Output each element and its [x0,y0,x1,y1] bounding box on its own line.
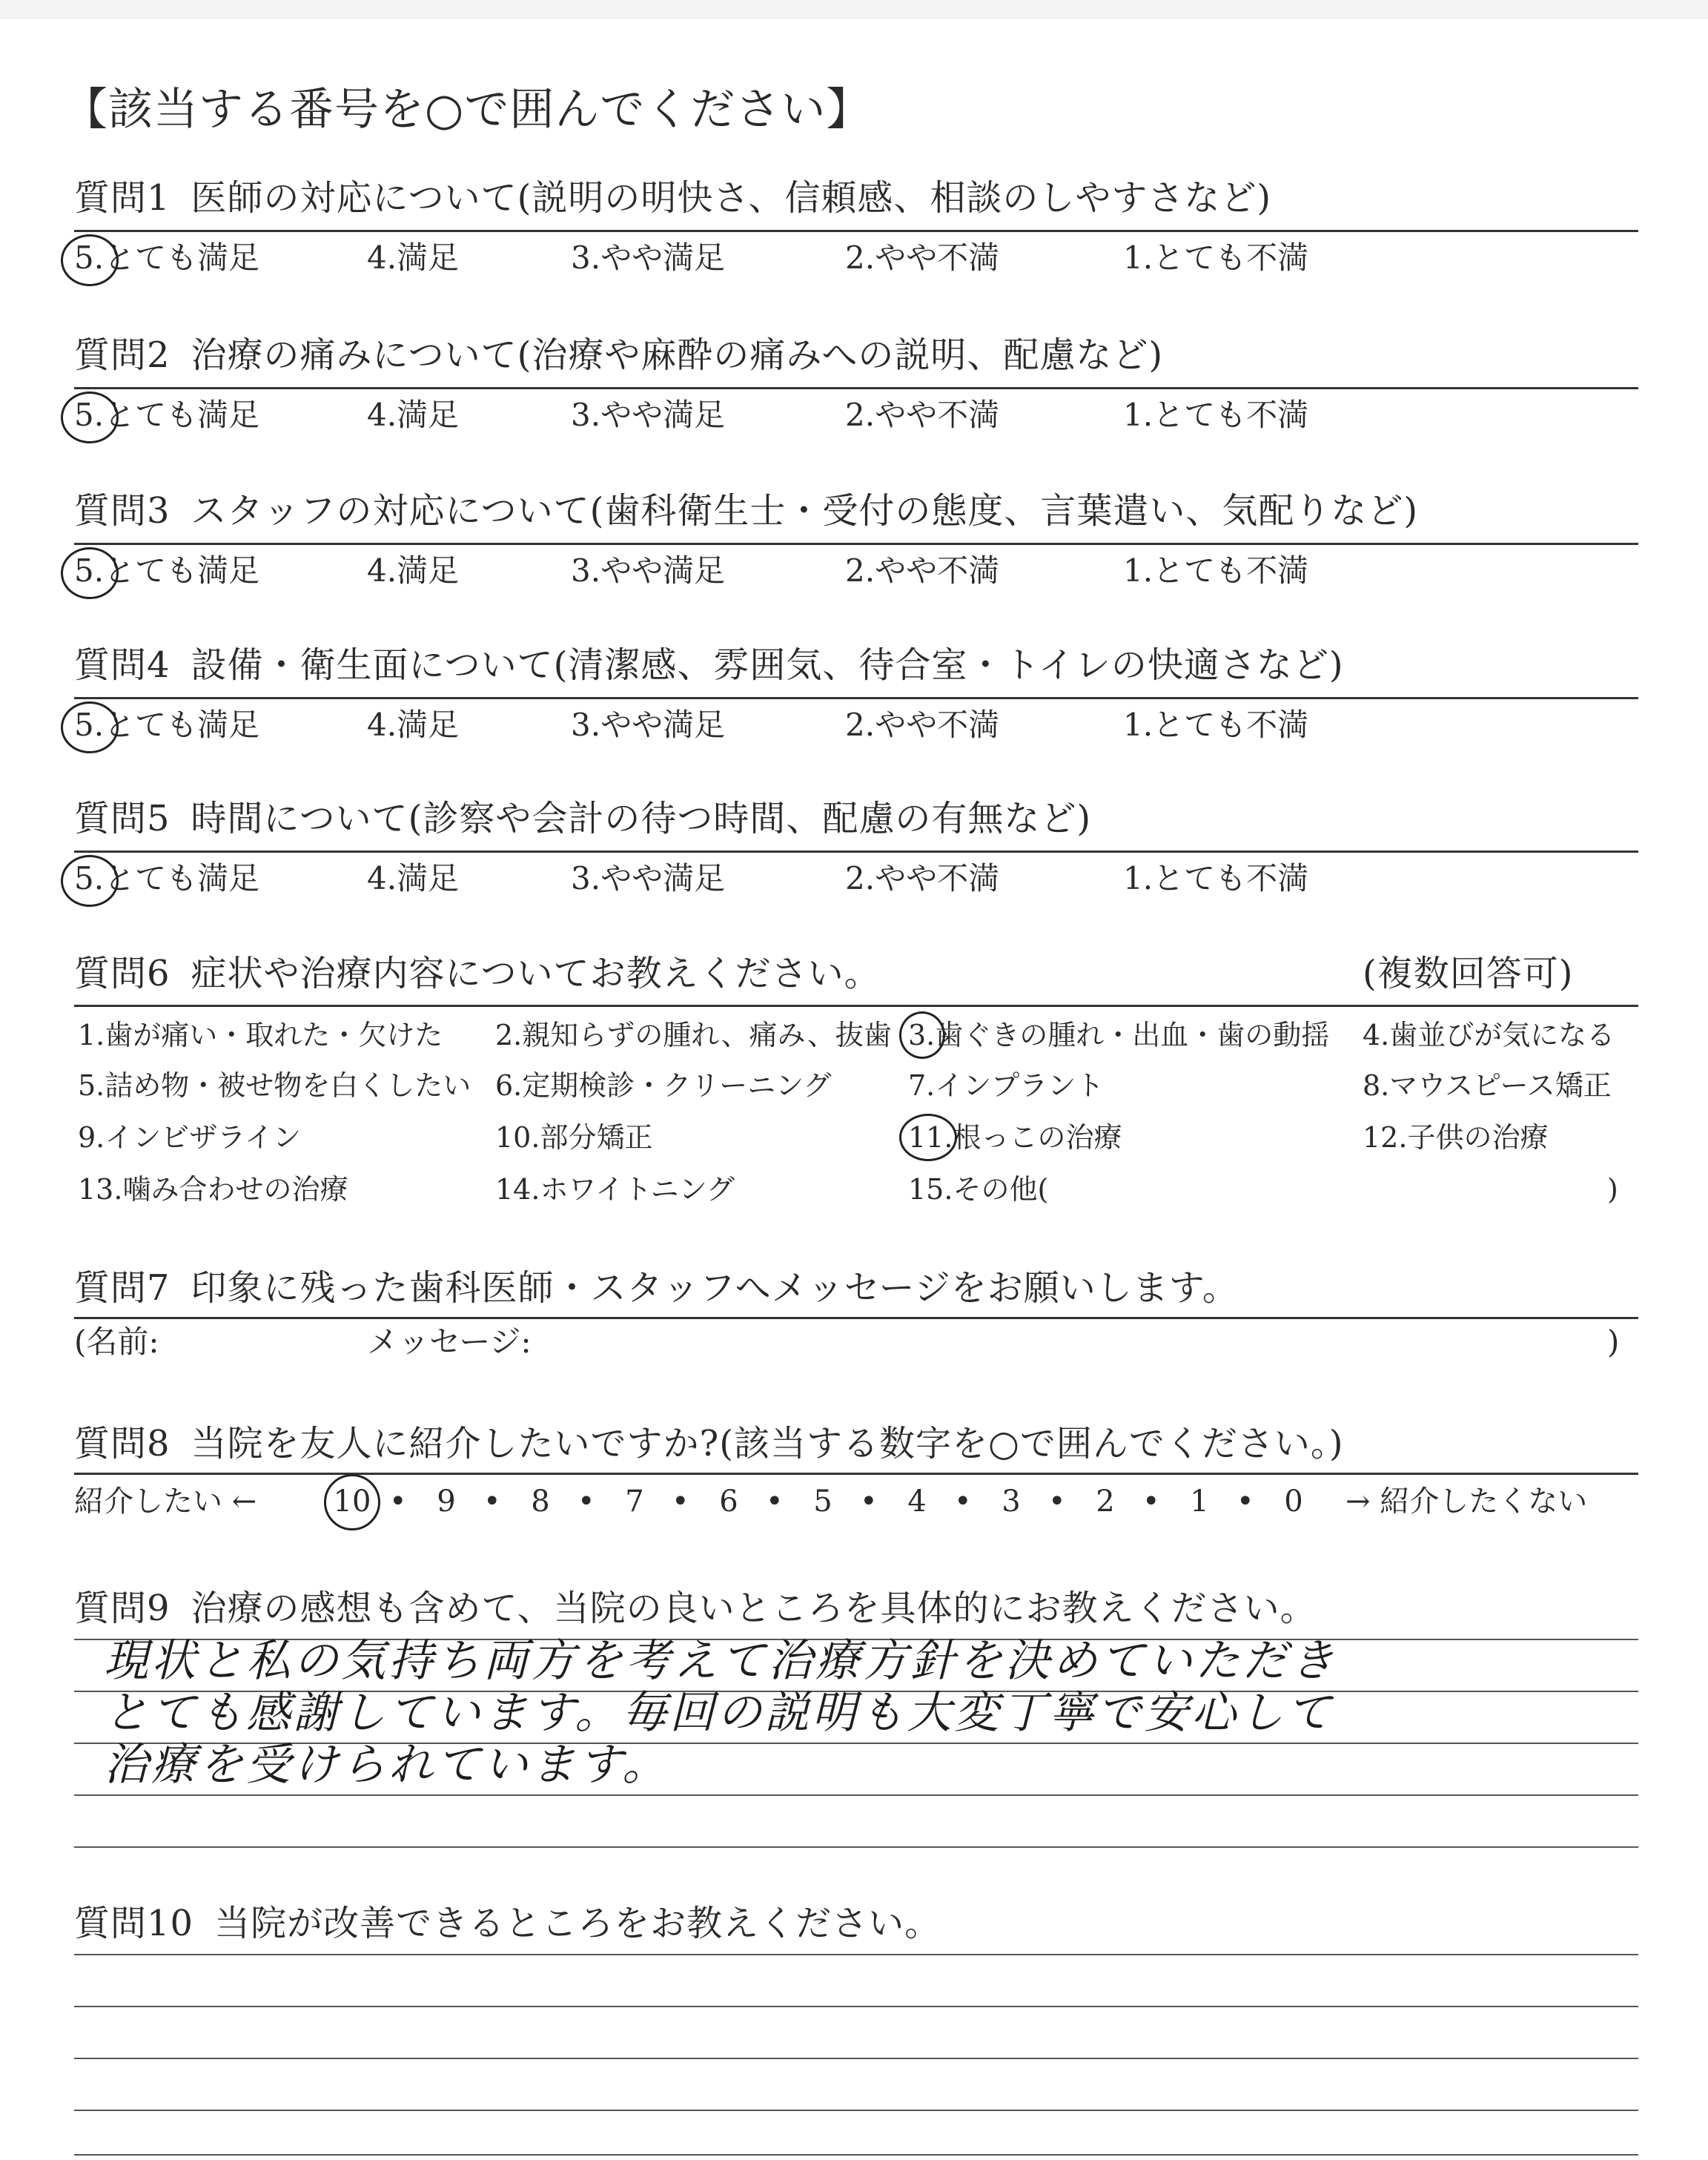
q1-option[interactable] [845,239,999,277]
q3-rule [74,543,1638,545]
option-label: インプラント [935,1069,1105,1102]
q9-text: 治療の感想も含めて、当院の良いところを具体的にお教えください。 [191,1588,1317,1629]
q8-text: 当院を友人に紹介したいですか?(該当する数字を○で囲んでください。) [191,1423,1344,1464]
q6-option[interactable] [1363,1120,1548,1155]
q3-option[interactable] [571,552,725,590]
q8-scale-value[interactable]: 10 [333,1484,371,1519]
q8-scale-value[interactable]: 1 [1190,1484,1209,1519]
selection-circle [899,1011,945,1059]
option-number: 2. [845,552,875,589]
option-number: 1. [1123,860,1153,896]
q7-text: 印象に残った歯科医師・スタッフへメッセージをお願いします。 [191,1267,1239,1309]
option-label: 根っこの治療 [953,1121,1122,1154]
q3-option[interactable] [367,552,459,590]
option-number: 3. [908,1019,936,1051]
q8-scale-separator: • [766,1484,784,1519]
option-number: 2. [845,397,875,433]
q2-option[interactable] [845,396,999,435]
q10-text: 当院が改善できるところをお教えください。 [214,1903,941,1944]
q1-option[interactable] [571,239,725,277]
option-label: 満足 [397,860,460,896]
option-number: 12. [1363,1121,1408,1154]
q6-option[interactable] [495,1017,892,1053]
q3-option[interactable] [1123,552,1308,590]
q6-option[interactable] [78,1172,348,1207]
q6-option[interactable] [78,1068,471,1103]
option-label: 噛み合わせの治療 [122,1173,348,1206]
q5-option[interactable] [1123,859,1308,898]
option-label: やや不満 [875,552,1000,589]
option-number: 14. [495,1173,540,1206]
q2-title [74,334,1163,377]
option-label: 満足 [397,707,460,743]
option-label: やや不満 [875,860,1000,896]
q6-option[interactable] [1363,1017,1615,1053]
q2-number: 質問2 [74,334,171,376]
selection-circle [324,1474,380,1530]
option-number: 9. [78,1121,105,1154]
option-number: 5. [74,860,105,896]
q9-handwritten-line: 治療を受けられています。 [104,1739,670,1791]
q4-option[interactable] [571,706,725,744]
q1-option[interactable] [1123,239,1308,277]
option-number: 1. [1123,397,1153,433]
option-number: 5. [74,240,105,276]
q9-handwritten-line: 現状と私の気持ち両方を考えて治療方針を決めていただき [104,1635,1337,1687]
q6-option[interactable] [78,1017,443,1053]
q3-text: スタッフの対応について(歯科衛生士・受付の態度、言葉遣い、気配りなど) [191,490,1419,532]
form-header: 【該当する番号を○で囲んでください】 [63,84,872,136]
option-number: 4. [367,397,397,433]
q8-scale-value[interactable]: 9 [437,1484,456,1519]
q2-rule [74,387,1638,389]
q8-left-label: 紹介したい ← [74,1484,257,1519]
q8-scale-separator: • [1142,1484,1160,1519]
option-label: 歯並びが気になる [1389,1019,1615,1051]
option-label: とても満足 [104,860,260,896]
option-label: インビザライン [105,1121,302,1154]
option-label: やや満足 [600,240,726,276]
q5-option[interactable] [845,859,999,898]
q4-option[interactable] [1123,706,1308,744]
option-label: とても不満 [1153,860,1309,896]
q8-rule [74,1473,1638,1475]
option-label: 部分矯正 [540,1121,653,1154]
option-label: 定期検診・クリーニング [522,1069,832,1102]
q8-scale-separator: • [954,1484,972,1519]
q8-scale-separator: • [1237,1484,1254,1519]
option-label: その他( [953,1173,1049,1206]
option-label: とても不満 [1153,707,1309,743]
q7-name-field[interactable]: (名前: [74,1324,159,1360]
option-number: 2. [845,860,875,896]
q4-title [74,644,1344,687]
selection-circle [899,1114,957,1161]
option-number: 5. [74,552,105,589]
q6-note: (複数回答可) [1363,953,1574,994]
option-number: 8. [1363,1069,1390,1102]
option-label: やや満足 [600,860,726,896]
q10-line [74,1954,1638,1955]
option-number: 3. [571,552,601,589]
q8-scale-value[interactable]: 8 [531,1484,550,1519]
option-number: 1. [1123,240,1153,276]
q8-scale-separator: • [577,1484,595,1519]
option-label: やや満足 [600,397,726,433]
option-number: 15. [908,1173,953,1206]
option-label: とても不満 [1153,240,1309,276]
q10-number: 質問10 [74,1903,194,1944]
q4-text: 設備・衛生面について(清潔感、雰囲気、待合室・トイレの快適さなど) [191,644,1344,686]
option-number: 2. [495,1019,523,1051]
scan-top-edge [0,0,1708,19]
option-number: 2. [845,240,875,276]
q5-text: 時間について(診察や会計の待つ時間、配慮の有無など) [191,798,1092,839]
option-number: 5. [78,1069,105,1102]
q2-option[interactable] [1123,396,1308,435]
selection-circle [61,547,119,599]
q5-option[interactable] [367,859,459,898]
option-number: 3. [571,240,601,276]
option-label: 満足 [397,240,460,276]
q10-title [74,1902,941,1945]
q8-scale-value[interactable]: 6 [719,1484,738,1519]
q8-scale-value[interactable]: 3 [1002,1484,1021,1519]
q8-scale-separator: • [1048,1484,1066,1519]
q1-text: 医師の対応について(説明の明快さ、信頼感、相談のしやすさなど) [191,177,1272,219]
q6-option[interactable] [908,1172,1048,1207]
option-label: とても満足 [104,552,260,589]
q5-rule [74,851,1638,853]
q9-handwritten-line: とても感謝しています。毎回の説明も大変丁寧で安心して [104,1687,1334,1739]
q3-option[interactable] [845,552,999,590]
option-label: 満足 [397,552,460,589]
q4-number: 質問4 [74,644,171,686]
option-label: やや不満 [875,240,1000,276]
q1-option[interactable] [367,239,459,277]
option-label: とても満足 [104,397,260,433]
q5-option[interactable] [571,859,725,898]
q10-line [74,2006,1638,2007]
selection-circle [61,234,119,286]
q8-title [74,1422,1344,1465]
q10-line [74,2110,1638,2111]
q8-scale-value[interactable]: 7 [625,1484,644,1519]
option-number: 1. [1123,707,1153,743]
q8-right-label: → 紹介したくない [1345,1484,1588,1519]
option-number: 4. [367,552,397,589]
q5-title [74,797,1091,840]
q6-text: 症状や治療内容についてお教えください。 [191,953,881,994]
option-number: 3. [571,860,601,896]
q8-scale-separator: • [483,1484,501,1519]
option-label: 歯が痛い・取れた・欠けた [105,1019,443,1051]
q10-line [74,2154,1638,2156]
q2-text: 治療の痛みについて(治療や麻酔の痛みへの説明、配慮など) [191,334,1164,376]
q10-line [74,2058,1638,2059]
option-number: 10. [495,1121,540,1154]
option-number: 5. [74,707,105,743]
option-label: とても不満 [1153,397,1309,433]
option-number: 1. [78,1019,105,1051]
option-label: とても満足 [104,240,260,276]
option-label: 親知らずの腫れ、痛み、抜歯 [522,1019,892,1051]
selection-circle [61,701,119,753]
q6-option[interactable] [908,1017,1329,1053]
option-label: 満足 [397,397,460,433]
option-number: 2. [845,707,875,743]
q1-title [74,176,1271,219]
q4-option[interactable] [845,706,999,744]
option-label: 詰め物・被せ物を白くしたい [105,1069,471,1102]
q7-close-paren: ) [1607,1324,1620,1360]
option-label: とても満足 [104,707,260,743]
q9-line [74,1794,1638,1796]
q6-option[interactable] [78,1120,301,1155]
option-label: ) [1607,1173,1618,1206]
q7-number: 質問7 [74,1267,171,1309]
q6-title [74,952,881,995]
option-number: 1. [1123,552,1153,589]
q1-number: 質問1 [74,177,171,219]
q3-number: 質問3 [74,490,171,532]
q7-title [74,1266,1239,1309]
q6-option[interactable] [495,1172,735,1207]
option-label: やや満足 [600,552,726,589]
q8-scale-value[interactable]: 4 [907,1484,927,1519]
option-number: 4. [367,707,397,743]
q6-option[interactable] [908,1068,1104,1103]
q9-line [74,1846,1638,1848]
q1-rule [74,230,1638,232]
option-label: 子供の治療 [1407,1121,1549,1154]
q8-scale-separator: • [389,1484,407,1519]
option-label: ホワイトニング [540,1173,735,1206]
q7-message-field[interactable]: メッセージ: [367,1324,532,1360]
option-label: 歯ぐきの腫れ・出血・歯の動揺 [935,1019,1330,1051]
option-label: とても不満 [1153,552,1309,589]
q6-option[interactable] [1607,1172,1618,1207]
option-number: 6. [495,1069,523,1102]
q4-option[interactable] [367,706,459,744]
q6-option[interactable] [495,1068,832,1103]
option-number: 4. [1363,1019,1390,1051]
q8-scale-value[interactable]: 0 [1284,1484,1303,1519]
q6-option[interactable] [495,1120,652,1155]
q9-number: 質問9 [74,1588,171,1629]
option-label: マウスピース矯正 [1389,1069,1612,1102]
q6-rule [74,1005,1638,1007]
q6-number: 質問6 [74,953,171,994]
option-number: 3. [571,397,601,433]
q2-option[interactable] [367,396,459,435]
q3-title [74,489,1418,532]
q7-rule [74,1317,1638,1319]
q5-number: 質問5 [74,798,171,839]
option-label: やや不満 [875,707,1000,743]
option-number: 13. [78,1173,123,1206]
q2-option[interactable] [571,396,725,435]
option-number: 11. [908,1121,953,1154]
q8-scale-separator: • [672,1484,689,1519]
selection-circle [61,392,119,443]
q8-scale-value[interactable]: 2 [1096,1484,1115,1519]
q4-rule [74,697,1638,699]
q8-number: 質問8 [74,1423,171,1464]
option-label: やや不満 [875,397,1000,433]
selection-circle [61,855,119,907]
option-label: やや満足 [600,707,726,743]
option-number: 3. [571,707,601,743]
q9-title [74,1587,1317,1630]
q8-scale-value[interactable]: 5 [813,1484,833,1519]
option-number: 5. [74,397,105,433]
option-number: 4. [367,240,397,276]
option-number: 7. [908,1069,936,1102]
q8-scale-separator: • [860,1484,878,1519]
option-number: 4. [367,860,397,896]
q6-option[interactable] [1363,1068,1612,1103]
